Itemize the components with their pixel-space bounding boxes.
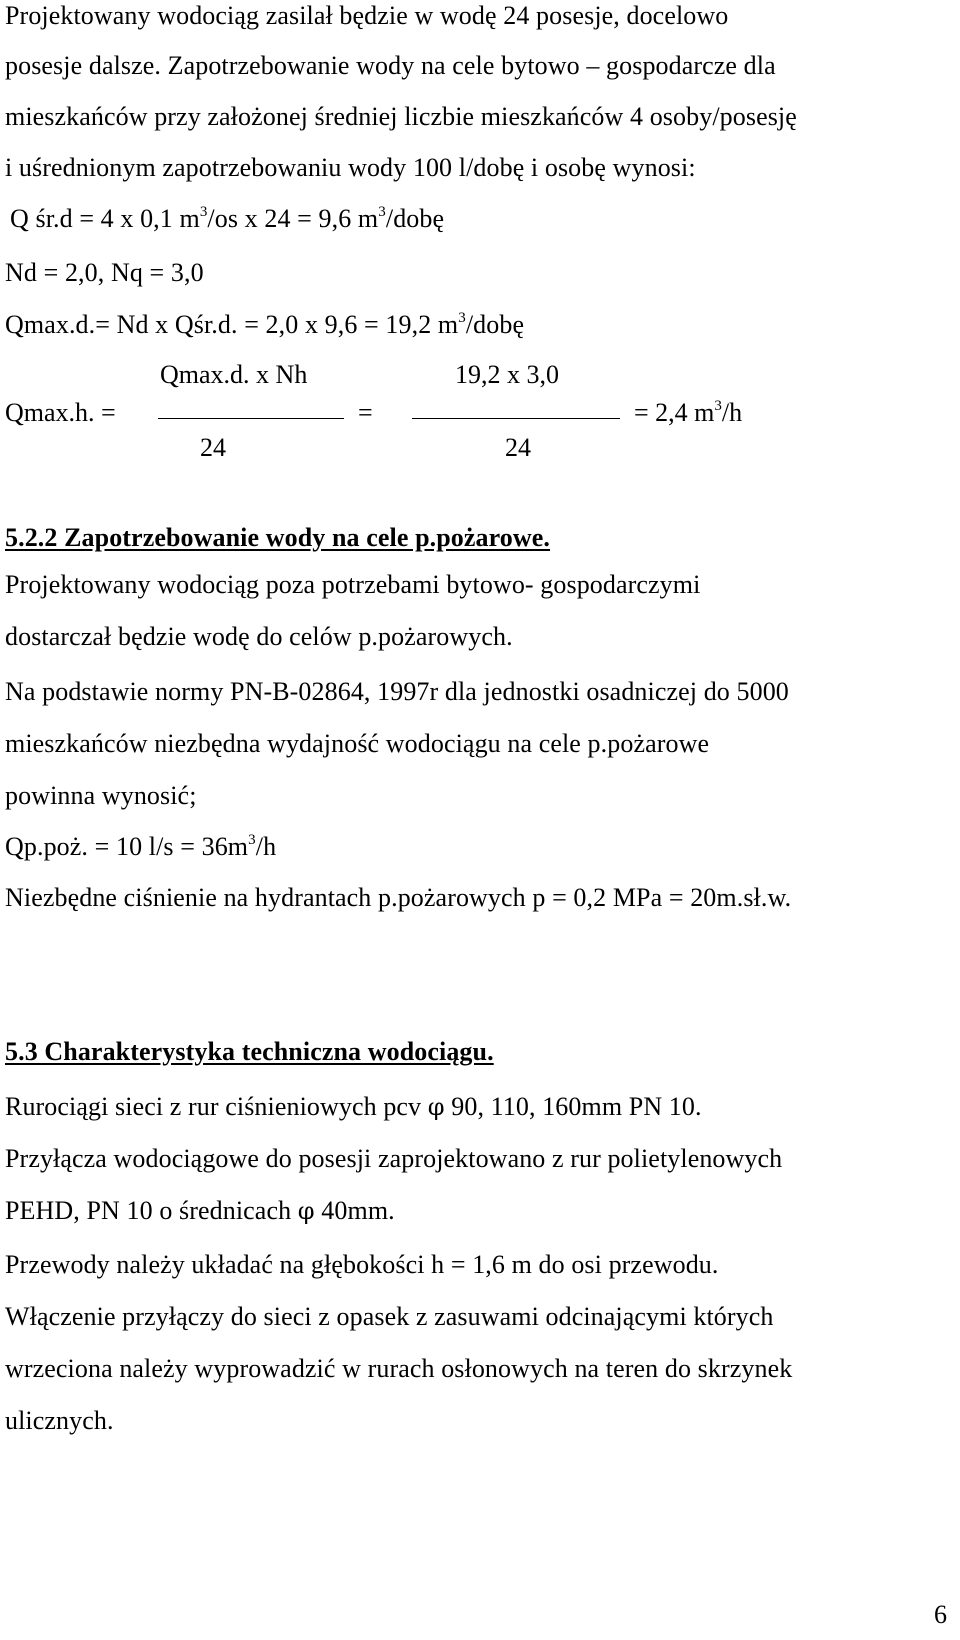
section-522-line-7: Niezbędne ciśnienie na hydrantach p.pożarowych p = 0,2 MPa = 20m.sł.w.	[5, 883, 792, 912]
qmaxh-label: Qmax.h. =	[5, 398, 116, 427]
fraction-1-denominator: 24	[200, 433, 226, 462]
equals-sign: =	[358, 398, 373, 427]
section-53-line-4: Przewody należy układać na głębokości h = 1,6 m do osi przewodu.	[5, 1250, 719, 1279]
phi-symbol: φ	[427, 1093, 445, 1121]
section-522-line-1: Projektowany wodociąg poza potrzebami bytowo- gospodarczymi	[5, 570, 701, 599]
section-53-line-5: Włączenie przyłączy do sieci z opasek z zasuwami odcinającymi których	[5, 1302, 774, 1331]
formula-qppoz: Qp.poż. = 10 $l/s = 36m^3/h$	[5, 832, 277, 861]
section-522-line-4: mieszkańców niezbędna wydajność wodociągu na cele p.pożarowe	[5, 729, 710, 758]
section-53-heading: 5.3 Charakterystyka techniczna wodociągu.	[5, 1037, 494, 1066]
formula-nd-nq: Nd = 2,0, Nq = 3,0	[5, 258, 204, 287]
page-number: 6	[934, 1600, 947, 1629]
section-53-line-1: Rurociągi sieci z rur ciśnieniowych pcv φ 90, 110, 160mm PN 10.	[5, 1092, 702, 1121]
section-53-line-2: Przyłącza wodociągowe do posesji zaprojektowano z rur polietylenowych	[5, 1144, 783, 1173]
section-53-line-6: wrzeciona należy wyprowadzić w rurach osłonowych na teren do skrzynek	[5, 1354, 793, 1383]
fraction-1-numerator: Qmax.d. x Nh	[160, 360, 308, 389]
fraction-2-numerator: 19,2 x 3,0	[455, 360, 559, 389]
section-522-line-3: Na podstawie normy PN-B-02864, 1997r dla jednostki osadniczej do 5000	[5, 677, 789, 706]
formula-qmaxd: Qmax.d.= Nd x Qśr.d. = 2,0 x 9,6 = 19,2 $m^3$/dobę	[5, 310, 525, 339]
section-522-line-5: powinna wynosić;	[5, 781, 197, 810]
fraction-2-bar	[412, 418, 620, 419]
qmaxh-result: = 2,4 $m^3/h$	[634, 398, 743, 427]
fraction-1-bar	[158, 418, 344, 419]
fraction-2-denominator: 24	[505, 433, 531, 462]
intro-line-2: posesje dalsze. Zapotrzebowanie wody na cele bytowo – gospodarcze dla	[5, 51, 776, 80]
section-53-line-3: PEHD, PN 10 o średnicach φ 40mm.	[5, 1196, 395, 1225]
section-522-heading: 5.2.2 Zapotrzebowanie wody na cele p.pożarowe.	[5, 523, 551, 552]
formula-qsrd: Q śr.d = 4 x 0,1 $m^3/os$ x 24 = 9,6 $m^3$/dobę	[10, 204, 445, 233]
section-53-line-7: ulicznych.	[5, 1406, 114, 1435]
section-522-line-2: dostarczał będzie wodę do celów p.pożarowych.	[5, 622, 513, 651]
intro-line-4: i uśrednionym zapotrzebowaniu wody 100 l/dobę i osobę wynosi:	[5, 153, 696, 182]
intro-line-3: mieszkańców przy założonej średniej liczbie mieszkańców 4 osoby/posesję	[5, 102, 797, 131]
intro-line-1: Projektowany wodociąg zasilał będzie w wodę 24 posesje, docelowo	[5, 1, 729, 30]
phi-symbol: φ	[297, 1197, 315, 1225]
